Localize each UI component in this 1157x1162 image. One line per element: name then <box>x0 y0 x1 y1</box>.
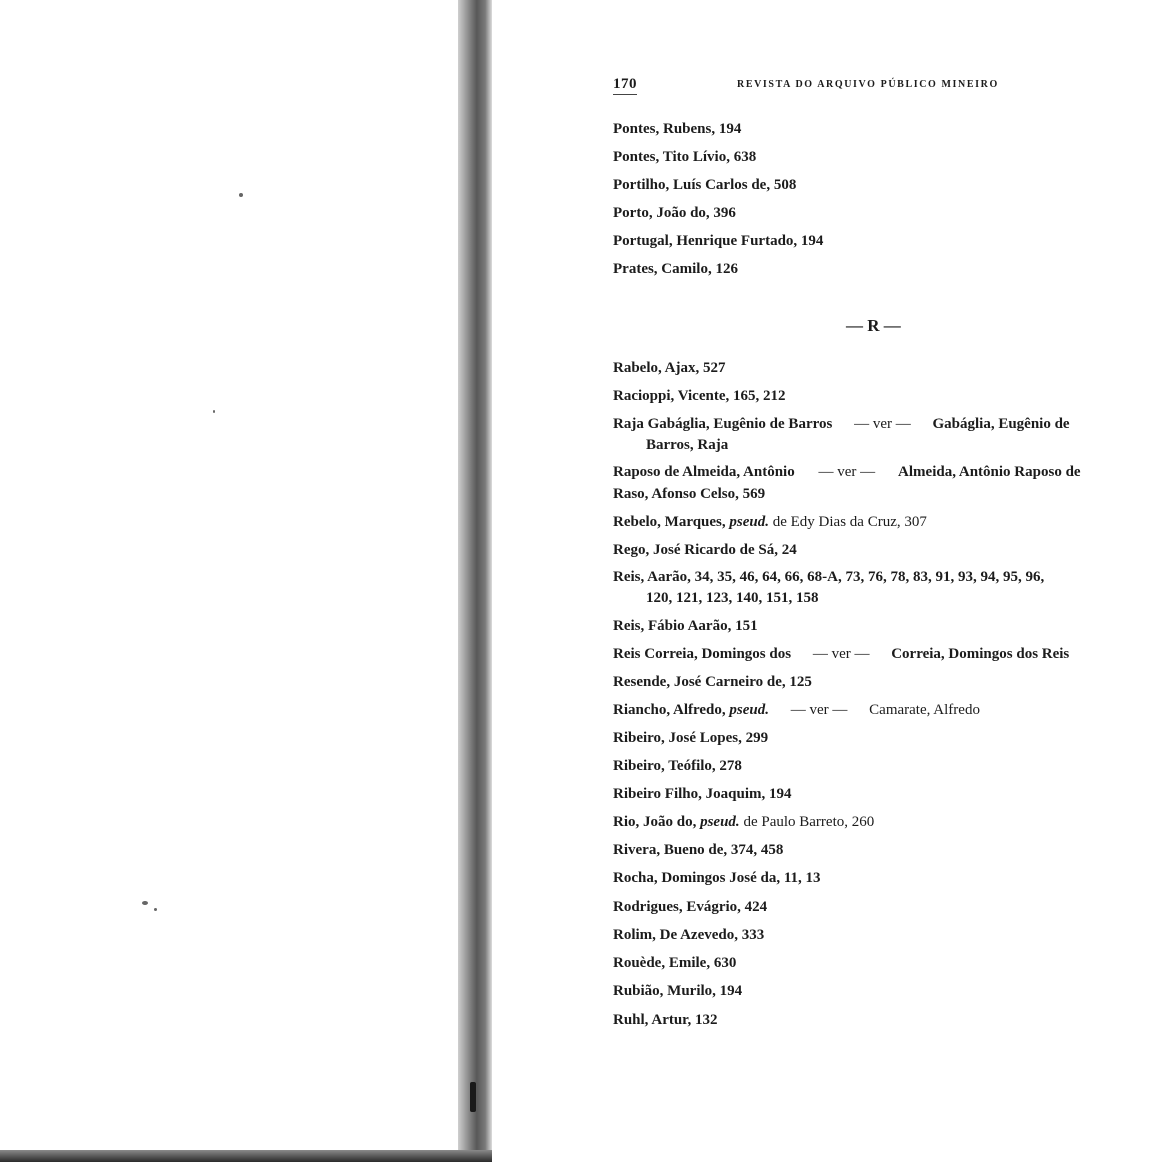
book-spine-shadow <box>458 0 492 1162</box>
entry-heading: Raja Gabáglia, Eugênio de Barros <box>613 416 833 432</box>
index-entry-pseudonym <box>613 700 1149 721</box>
entry-heading: Raposo de Almeida, Antônio <box>613 464 795 480</box>
index-entry: Rabelo, Ajax, 527 <box>613 360 726 376</box>
entry-target: de Edy Dias da Cruz, 307 <box>772 514 927 530</box>
section-letter-heading: — R — <box>846 316 901 335</box>
entry-continuation-text: Barros, Raja <box>646 437 729 453</box>
index-entry: Ruhl, Artur, 132 <box>613 1012 718 1028</box>
index-entry: Reis, Aarão, 34, 35, 46, 64, 66, 68-A, 73, 76, 78, 83, 91, 93, 94, 95, 96, <box>613 569 1045 585</box>
index-entry: Portugal, Henrique Furtado, 194 <box>613 233 824 249</box>
entry-target: Correia, Domingos dos Reis <box>891 646 1070 662</box>
running-title: REVISTA DO ARQUIVO PÚBLICO MINEIRO <box>737 79 999 90</box>
index-entry: Rocha, Domingos José da, 11, 13 <box>613 870 821 886</box>
entry-heading: Reis Correia, Domingos dos <box>613 646 792 662</box>
index-entry: Portilho, Luís Carlos de, 508 <box>613 177 797 193</box>
index-entry: Rivera, Bueno de, 374, 458 <box>613 842 784 858</box>
index-entry: Pontes, Rubens, 194 <box>613 121 742 137</box>
index-entry-pseudonym <box>613 512 1149 533</box>
pseud-label: pseud. <box>729 702 769 718</box>
pseud-label: pseud. <box>700 814 740 830</box>
index-entry-crossref <box>613 462 1149 483</box>
see-reference: — ver — <box>818 464 876 480</box>
entry-target: Gabáglia, Eugênio de <box>932 416 1070 432</box>
index-entry: Ribeiro Filho, Joaquim, 194 <box>613 786 792 802</box>
dust-speck <box>213 410 215 413</box>
index-entry: Prates, Camilo, 126 <box>613 261 738 277</box>
pseud-label: pseud. <box>729 514 769 530</box>
index-entry: Rolim, De Azevedo, 333 <box>613 927 765 943</box>
page-bottom-edge <box>0 1150 492 1162</box>
index-entry: Porto, João do, 396 <box>613 205 736 221</box>
dust-speck <box>239 193 243 197</box>
entry-target: Camarate, Alfredo <box>869 702 980 718</box>
index-entry-crossref <box>613 644 1149 665</box>
entry-target: de Paulo Barreto, 260 <box>743 814 875 830</box>
index-entry: Resende, José Carneiro de, 125 <box>613 674 812 690</box>
see-reference: — ver — <box>790 702 848 718</box>
entry-continuation <box>613 588 1149 609</box>
index-entry: Rodrigues, Evágrio, 424 <box>613 899 768 915</box>
dust-speck <box>142 901 148 905</box>
page-header <box>613 76 1043 96</box>
entry-continuation <box>613 435 1149 456</box>
index-entry-pseudonym <box>613 812 1149 833</box>
index-entry-crossref <box>613 414 1149 435</box>
page-number: 170 <box>613 76 637 95</box>
see-reference: — ver — <box>854 416 911 432</box>
index-entry: Rego, José Ricardo de Sá, 24 <box>613 542 797 558</box>
index-entry: Reis, Fábio Aarão, 151 <box>613 618 758 634</box>
index-entry: Ribeiro, Teófilo, 278 <box>613 758 742 774</box>
index-entry: Raso, Afonso Celso, 569 <box>613 486 766 502</box>
index-entry: Rouède, Emile, 630 <box>613 955 737 971</box>
entry-heading: Rebelo, Marques, <box>613 514 726 530</box>
dust-speck <box>154 908 157 911</box>
left-blank-page <box>0 0 462 1162</box>
see-reference: — ver — <box>812 646 870 662</box>
entry-heading: Riancho, Alfredo, <box>613 702 726 718</box>
index-entry: Rubião, Murilo, 194 <box>613 983 743 999</box>
index-entry: Racioppi, Vicente, 165, 212 <box>613 388 786 404</box>
entry-continuation-text: 120, 121, 123, 140, 151, 158 <box>646 590 819 606</box>
entry-target: Almeida, Antônio Raposo de <box>898 464 1081 480</box>
index-entry: Ribeiro, José Lopes, 299 <box>613 730 769 746</box>
spine-mark <box>470 1082 476 1112</box>
entry-heading: Rio, João do, <box>613 814 697 830</box>
index-entry: Pontes, Tito Lívio, 638 <box>613 149 757 165</box>
